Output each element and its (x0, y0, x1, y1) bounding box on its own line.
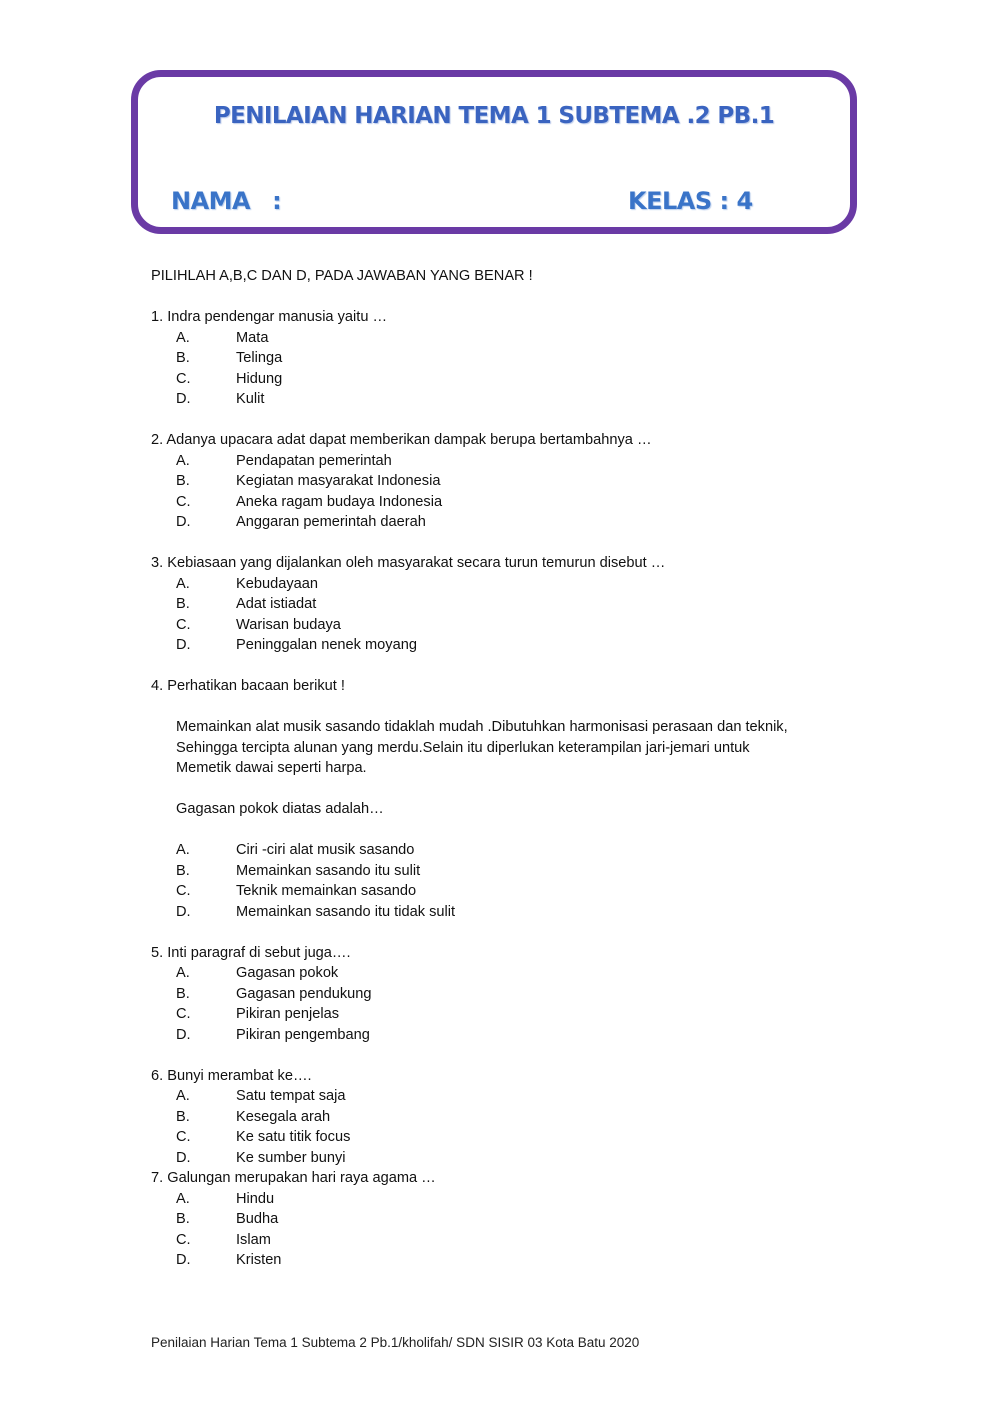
answer-option (151, 594, 871, 615)
name-colon: : (272, 187, 282, 215)
answer-option (151, 471, 871, 492)
answer-option (151, 615, 871, 636)
answer-option (151, 861, 871, 882)
option-letter: D. (176, 391, 191, 407)
option-letter: D. (176, 514, 191, 530)
answer-option (151, 1209, 871, 1230)
option-letter: C. (176, 1129, 191, 1145)
answer-option (151, 1250, 871, 1271)
class-label: KELAS : 4 (628, 187, 753, 215)
answer-option (151, 1004, 871, 1025)
option-letter: A. (176, 1190, 190, 1207)
option-letter: B. (176, 1211, 190, 1227)
question-text: 4. Perhatikan bacaan berikut ! (151, 678, 345, 694)
option-letter: A. (176, 965, 190, 981)
option-letter: B. (176, 473, 190, 489)
option-text: Aneka ragam budaya Indonesia (236, 493, 443, 510)
option-text: Gagasan pendukung (236, 985, 372, 1002)
passage-line: Memetik dawai seperti harpa. (176, 760, 367, 776)
answer-option (151, 902, 871, 923)
reading-passage (151, 717, 871, 779)
option-letter: C. (176, 883, 191, 899)
option-text: Gagasan pokok (236, 965, 339, 981)
answer-option (151, 840, 871, 861)
option-text: Kegiatan masyarakat Indonesia (236, 473, 441, 489)
option-letter: D. (176, 1026, 191, 1043)
question-text: 3. Kebiasaan yang dijalankan oleh masyarakat secara turun temurun disebut … (151, 555, 666, 571)
answer-option (151, 512, 871, 533)
answer-option (151, 1025, 871, 1046)
option-text: Ciri -ciri alat musik sasando (236, 842, 415, 858)
question-6 (151, 1066, 871, 1169)
option-text: Satu tempat saja (236, 1088, 346, 1104)
answer-option (151, 1107, 871, 1128)
question-2 (151, 430, 871, 533)
answer-option (151, 348, 871, 369)
option-letter: A. (176, 329, 190, 346)
option-text: Warisan budaya (236, 616, 341, 633)
question-5 (151, 943, 871, 1046)
answer-option (151, 389, 871, 410)
answer-option (151, 574, 871, 595)
option-text: Teknik memainkan sasando (236, 883, 417, 899)
answer-option (151, 1086, 871, 1107)
question-text: 7. Galungan merupakan hari raya agama … (151, 1170, 436, 1186)
option-text: Memainkan sasando itu tidak sulit (236, 903, 456, 920)
answer-option (151, 1230, 871, 1251)
option-letter: C. (176, 370, 191, 387)
answer-option (151, 881, 871, 902)
answer-option (151, 984, 871, 1005)
option-text: Budha (236, 1211, 279, 1227)
questions-container (151, 307, 871, 1271)
answer-option (151, 369, 871, 390)
name-label: NAMA (171, 187, 251, 215)
passage-line: Sehingga tercipta alunan yang merdu.Selain itu diperlukan keterampilan jari-jemari untuk (176, 739, 750, 756)
option-letter: C. (176, 1006, 191, 1022)
option-text: Islam (236, 1231, 271, 1248)
question-4 (151, 676, 871, 922)
option-text: Kebudayaan (236, 575, 318, 592)
question-7 (151, 1168, 871, 1271)
option-letter: D. (176, 903, 191, 920)
option-text: Pikiran penjelas (236, 1006, 340, 1022)
question-text: 2. Adanya upacara adat dapat memberikan dampak berupa bertambahnya … (151, 432, 652, 448)
option-letter: C. (176, 493, 191, 510)
passage-line: Memainkan alat musik sasando tidaklah mudah .Dibutuhkan harmonisasi perasaan dan teknik, (176, 719, 788, 735)
answer-option (151, 492, 871, 513)
option-text: Telinga (236, 350, 283, 366)
option-text: Hindu (236, 1190, 275, 1207)
option-text: Ke satu titik focus (236, 1129, 351, 1145)
option-text: Peninggalan nenek moyang (236, 637, 417, 653)
question-list (151, 266, 871, 1291)
footer: Penilaian Harian Tema 1 Subtema 2 Pb.1/kholifah/ SDN SISIR 03 Kota Batu 2020 (151, 1335, 640, 1350)
option-text: Pikiran pengembang (236, 1026, 370, 1043)
option-text: Mata (236, 329, 269, 346)
option-text: Kesegala arah (236, 1108, 331, 1125)
answer-option (151, 328, 871, 349)
option-text: Pendapatan pemerintah (236, 452, 392, 469)
option-text: Hidung (236, 370, 283, 387)
option-letter: B. (176, 862, 190, 879)
answer-option (151, 963, 871, 984)
answer-option (151, 1189, 871, 1210)
option-letter: B. (176, 985, 190, 1002)
name-field (171, 187, 281, 215)
question-3 (151, 553, 871, 656)
option-letter: C. (176, 1231, 191, 1248)
question-prompt: Gagasan pokok diatas adalah… (176, 801, 384, 817)
option-letter: D. (176, 1252, 191, 1268)
question-text: 5. Inti paragraf di sebut juga…. (151, 944, 351, 961)
answer-option (151, 451, 871, 472)
option-letter: B. (176, 596, 190, 612)
option-text: Anggaran pemerintah daerah (236, 514, 426, 530)
answer-option (151, 1148, 871, 1169)
header-box (131, 70, 857, 234)
option-letter: D. (176, 637, 191, 653)
question-1 (151, 307, 871, 410)
option-letter: B. (176, 350, 190, 366)
option-text: Kulit (236, 391, 265, 407)
option-text: Memainkan sasando itu sulit (236, 862, 421, 879)
answer-option (151, 1127, 871, 1148)
option-letter: A. (176, 1088, 190, 1104)
option-letter: A. (176, 575, 190, 592)
page-title: PENILAIAN HARIAN TEMA 1 SUBTEMA .2 PB.1 (213, 103, 775, 129)
question-text: 1. Indra pendengar manusia yaitu … (151, 309, 388, 325)
answer-option (151, 635, 871, 656)
question-text: 6. Bunyi merambat ke…. (151, 1067, 312, 1084)
option-text: Adat istiadat (236, 596, 317, 612)
option-text: Kristen (236, 1252, 282, 1268)
option-letter: A. (176, 452, 190, 469)
option-letter: C. (176, 616, 191, 633)
option-letter: A. (176, 842, 190, 858)
option-text: Ke sumber bunyi (236, 1149, 346, 1166)
option-letter: B. (176, 1108, 190, 1125)
instruction: PILIHLAH A,B,C DAN D, PADA JAWABAN YANG BENAR ! (151, 268, 533, 284)
option-letter: D. (176, 1149, 191, 1166)
